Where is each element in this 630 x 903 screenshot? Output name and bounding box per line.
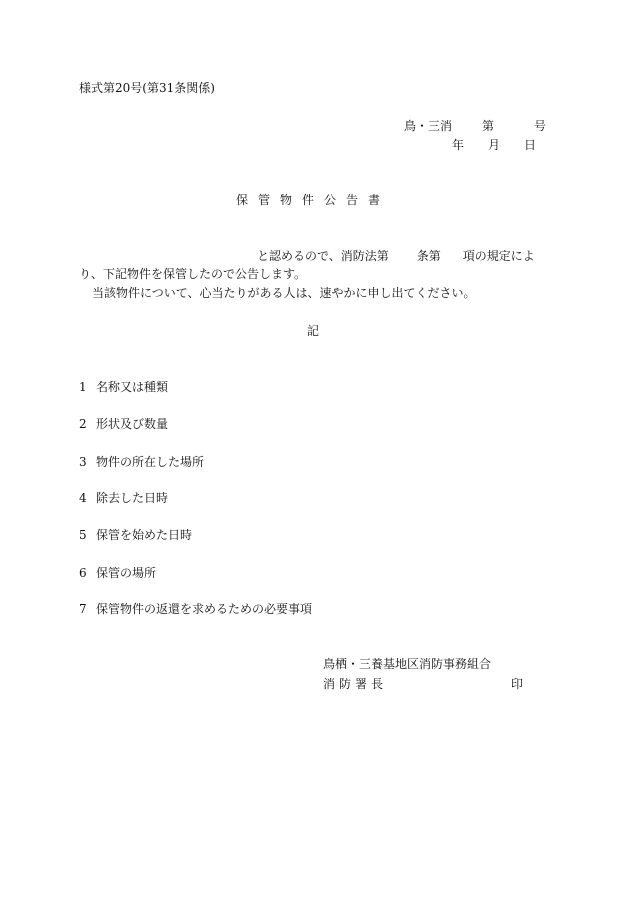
body-line-1-part-3: 項の規定によ [462, 249, 535, 263]
organization-name: 鳥栖・三養基地区消防事務組合 [323, 657, 492, 671]
item-number: 3 [79, 455, 87, 469]
item-label: 保管物件の返還を求めるための必要事項 [96, 602, 313, 616]
item-label: 保管の場所 [96, 566, 157, 580]
item-label: 保管を始めた日時 [96, 528, 193, 542]
reference-dai: 第 [482, 119, 495, 133]
item-label: 除去した日時 [96, 491, 169, 505]
ki-heading: 記 [307, 324, 320, 338]
item-number: 2 [79, 417, 87, 431]
list-item [79, 603, 312, 615]
date-month: 月 [488, 138, 501, 152]
item-number: 1 [79, 380, 87, 394]
item-label: 名称又は種類 [96, 380, 169, 394]
list-item [79, 492, 168, 504]
form-number-label: 様式第20号(第31条関係) [79, 81, 215, 95]
list-item [79, 418, 168, 430]
item-number: 6 [79, 566, 87, 580]
reference-office: 鳥・三消 [404, 119, 453, 133]
body-line-3: 当該物件について、心当たりがある人は、速やかに申し出てください。 [92, 286, 476, 300]
date-day: 日 [524, 138, 537, 152]
item-number: 4 [79, 491, 87, 505]
list-item [79, 381, 168, 393]
body-line-1-part-2: 条第 [416, 249, 441, 263]
item-number: 7 [79, 602, 87, 616]
date-year: 年 [452, 138, 465, 152]
list-item [79, 567, 156, 579]
body-line-2: り、下記物件を保管したので公告します。 [79, 267, 307, 281]
list-item [79, 529, 192, 541]
item-number: 5 [79, 528, 87, 542]
fire-chief-label: 消防署長 [323, 677, 388, 691]
reference-go: 号 [534, 119, 547, 133]
body-line-1 [257, 250, 535, 262]
list-item [79, 456, 204, 468]
reference-number-line [404, 120, 546, 132]
body-line-1-part-1: と認めるので、消防法第 [257, 249, 389, 263]
item-label: 形状及び数量 [96, 417, 169, 431]
document-title: 保管物件公告書 [236, 193, 391, 207]
item-label: 物件の所在した場所 [96, 455, 205, 469]
seal-mark: 印 [511, 677, 524, 691]
date-line [452, 139, 536, 151]
